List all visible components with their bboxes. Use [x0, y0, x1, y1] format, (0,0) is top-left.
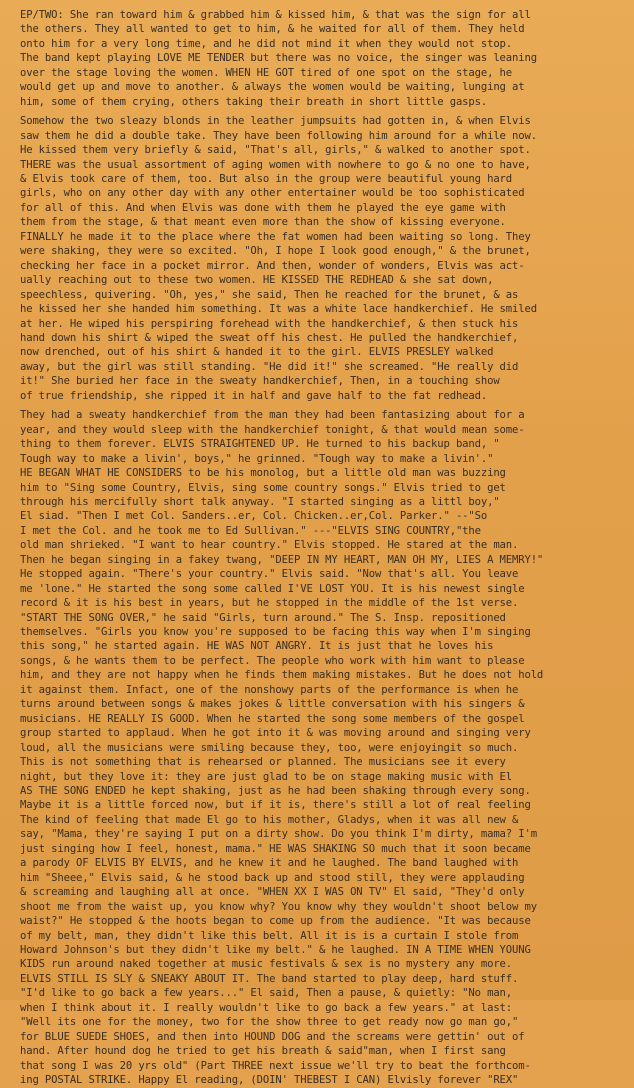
text-line: checking her face in a pocket mirror. And then, wonder of wonders, Elvis was act- — [20, 259, 525, 272]
text-line: El siad. "Then I met Col. Sanders..er, Col. Chicken..er,Col. Parker." --"So — [20, 510, 488, 523]
text-line: him, some of them crying, others taking their breath in short little gasps. — [20, 95, 488, 108]
text-line: saw them he did a double take. They have been following him around for a while now. — [20, 129, 537, 142]
text-line: that song I was 20 yrs old" (Part THREE next issue we'll try to beat the forthcom- — [20, 1059, 531, 1072]
text-line: FINALLY he made it to the place where the fat women had been waiting so long. They — [20, 230, 531, 243]
text-line: THERE was the usual assortment of aging women with nowhere to go & no one to have, — [20, 158, 531, 171]
text-line: group started to applaud. When he got into it & was moving around and singing very — [20, 727, 531, 740]
text-line: him "Sheee," Elvis said, & he stood back up and stood still, they were applauding — [20, 871, 525, 884]
text-line: "I'd like to go back a few years..." El said, Then a pause, & quietly: "No man, — [20, 987, 513, 1000]
text-line: This is not something that is rehearsed or planned. The musicians see it every — [20, 756, 506, 769]
text-line: KIDS run around naked together at music festivals & sex is no mystery any more. — [20, 958, 513, 971]
text-line: it!" She buried her face in the sweaty handkerchief, Then, in a touching show — [20, 375, 500, 388]
text-line: through his mercifully short talk anyway. "I started singing as a littl boy," — [20, 495, 500, 508]
text-line: onto him for a very long time, and he did not mind it when they would not stop. — [20, 37, 513, 50]
text-line: them from the stage, & that meant even more than the show of kissing everyone. — [20, 216, 506, 229]
text-line: away, but the girl was still standing. "He did it!" she screamed. "He really did — [20, 360, 519, 373]
text-line: say, "Mama, they're saying I put on a dirty show. Do you think I'm dirty, mama? I'm — [20, 828, 537, 841]
text-line: a parody OF ELVIS BY ELVIS, and he knew it and he laughed. The band laughed with — [20, 857, 519, 870]
text-line: "START THE SONG OVER," he said "Girls, turn around." The S. Insp. repositioned — [20, 611, 506, 624]
text-line: AS THE SONG ENDED he kept shaking, just as he had been shaking through every song. — [20, 785, 531, 798]
text-line: night, but they love it: they are just glad to be on stage making music with El — [20, 770, 513, 783]
paragraph — [20, 8, 622, 109]
text-line: were shaking, they were so excited. "Oh, I hope I look good enough," & the brunet, — [20, 245, 531, 258]
text-line: turns around between songs & makes jokes & little conversation with his singers & — [20, 698, 525, 711]
text-line: this song," he started again. HE WAS NOT ANGRY. It is just that he loves his — [20, 640, 494, 653]
text-line: shoot me from the waist up, you know why? You know why they wouldn't shoot below my — [20, 900, 537, 913]
text-line: He stopped again. "There's your country." Elvis said. "Now that's all. You leave — [20, 568, 519, 581]
text-line: Maybe it is a little forced now, but if it is, there's still a lot of real feeling — [20, 799, 531, 812]
text-line: They had a sweaty handkerchief from the man they had been fantasizing about for a — [20, 409, 525, 422]
text-line: of my belt, man, they didn't like this belt. All it is is a curtain I stole from — [20, 929, 519, 942]
text-line: ing POSTAL STRIKE. Happy El reading, (DOIN' THEBEST I CAN) Elvisly forever "REX" — [20, 1074, 519, 1087]
text-line: waist?" He stopped & the hoots began to come up from the audience. "It was because — [20, 915, 531, 928]
text-line: songs, & he wants them to be perfect. The people who work with him want to please — [20, 654, 525, 667]
text-line: over the stage loving the women. WHEN HE GOT tired of one spot on the stage, he — [20, 66, 513, 79]
text-line: hand down his shirt & wiped the sweat off his chest. He pulled the handkerchief, — [20, 331, 519, 344]
text-line: him to "Sing some Country, Elvis, sing some country songs." Elvis tried to get — [20, 481, 506, 494]
text-line: He kissed them very briefly & said, "That's all, girls," & walked to another spot. — [20, 144, 531, 157]
text-line: musicians. HE REALLY IS GOOD. When he started the song some members of the gospel — [20, 712, 525, 725]
text-line: thing to them forever. ELVIS STRAIGHTENED UP. He turned to his backup band, " — [20, 438, 500, 451]
text-line: loud, all the musicians were smiling because they, too, were enjoyingit so much. — [20, 741, 519, 754]
text-line: The band kept playing LOVE ME TENDER but there was no voice, the singer was leaning — [20, 52, 537, 65]
text-line: when I think about it. I really wouldn't like to go back a few years." at last: — [20, 1001, 513, 1014]
text-line: Howard Johnson's but they didn't like my belt." & he laughed. IN A TIME WHEN YOUNG — [20, 944, 531, 956]
text-line: hand. After hound dog he tried to get his breath & said"man, when I first sang — [20, 1045, 506, 1058]
text-line: speechless, quivering. "Oh, yes," she said, Then he reached for the brunet, & as — [20, 288, 519, 301]
text-line: EP/TWO: She ran toward him & grabbed him & kissed him, & that was the sign for all — [20, 9, 531, 21]
text-line: record & it is his best in years, but he stopped in the middle of the 1st verse. — [20, 597, 519, 610]
text-line: at her. He wiped his perspiring forehead with the handkerchief, & then stuck his — [20, 317, 519, 330]
text-line: now drenched, out of his shirt & handed it to the girl. ELVIS PRESLEY walked — [20, 346, 494, 359]
text-line: Then he began singing in a fakey twang, "DEEP IN MY HEART, MAN OH MY, LIES A MEMRY!" — [20, 553, 544, 566]
text-line: for all of this. And when Elvis was done with them he played the eye game with — [20, 201, 506, 214]
text-line: I met the Col. and he took me to Ed Sullivan." ---"ELVIS SING COUNTRY,"the — [20, 524, 481, 537]
text-line: for BLUE SUEDE SHOES, and then into HOUND DOG and the screams were gettin' out of — [20, 1030, 525, 1043]
text-line: ELVIS STILL IS SLY & SNEAKY ABOUT IT. The band started to play deep, hard stuff. — [20, 972, 519, 985]
text-line: him, and they are not happy when he finds them making mistakes. But he does not hold — [20, 669, 544, 682]
paragraph — [20, 114, 622, 403]
text-line: & Elvis took care of them, too. But also in the group were beautiful young hard — [20, 172, 513, 185]
text-line: girls, who on any other day with any other entertainer would be too sophisticated — [20, 187, 525, 200]
text-line: of true friendship, she ripped it in half and gave half to the fat redhead. — [20, 389, 488, 402]
text-line: just singing how I feel, honest, mama." HE WAS SHAKING SO much that it soon became — [20, 842, 531, 855]
text-line: year, and they would sleep with the handkerchief tonight, & that would mean some- — [20, 423, 525, 436]
typed-text-body — [20, 8, 622, 1088]
text-line: Tough way to make a livin', boys," he grinned. "Tough way to make a livin'." — [20, 452, 494, 465]
text-line: "Well its one for the money, two for the show three to get ready now go man go," — [20, 1016, 519, 1029]
text-line: me 'lone." He started the song some called I'VE LOST YOU. It is his newest single — [20, 582, 525, 595]
text-line: & screaming and laughing all at once. "WHEN XX I WAS ON TV" El said, "They'd only — [20, 886, 525, 899]
paragraph — [20, 408, 622, 1087]
text-line: the others. They all wanted to get to him, & he waited for all of them. They held — [20, 23, 525, 36]
text-line: he kissed her she handed him something. It was a white lace handkerchief. He smiled — [20, 303, 537, 316]
text-line: The kind of feeling that made El go to his mother, Gladys, when it was all new & — [20, 813, 519, 826]
text-line: HE BEGAN WHAT HE CONSIDERS to be his monolog, but a little old man was buzzing — [20, 467, 506, 480]
text-line: it against them. Infact, one of the nonshowy parts of the performance is when he — [20, 683, 519, 696]
text-line: ually reaching out to these two women. HE KISSED THE REDHEAD & she sat down, — [20, 274, 494, 287]
text-line: old man shrieked. "I want to hear country." Elvis stopped. He stared at the man. — [20, 539, 519, 552]
text-line: would get up and move to another. & always the women would be waiting, lunging at — [20, 81, 525, 94]
text-line: themselves. "Girls you know you're supposed to be facing this way when I'm singing — [20, 626, 531, 639]
text-line: Somehow the two sleazy blonds in the leather jumpsuits had gotten in, & when Elvis — [20, 115, 531, 128]
